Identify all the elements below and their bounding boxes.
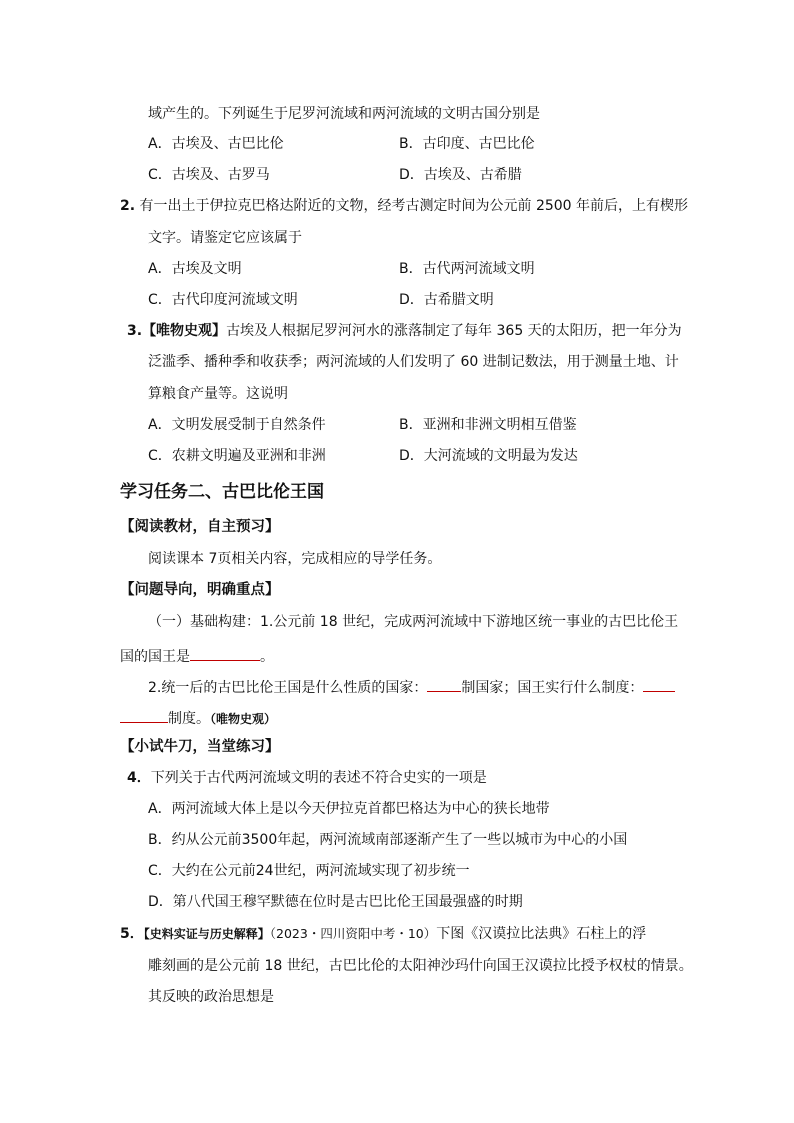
q3-stem-line3: 算粮食产量等。这说明 — [148, 386, 288, 402]
q5-stem-line3: 其反映的政治思想是 — [148, 989, 274, 1005]
q4-number: 4． — [127, 770, 151, 786]
q5-stem-line1 — [120, 925, 646, 943]
guide2-text-b: 制国家；国王实行什么制度： — [461, 680, 644, 696]
q3-option-b[interactable]: B．亚洲和非洲文明相互借鉴 — [399, 417, 577, 433]
king-name-blank[interactable] — [190, 645, 260, 661]
q2-number: 2. — [120, 198, 136, 214]
q5-stem-text: 下图《汉谟拉比法典》石柱上的浮 — [436, 926, 647, 942]
guide1-line2 — [120, 645, 274, 666]
guide1-text: 国的国王是 — [120, 649, 190, 665]
q2-stem-line2: 文字。请鉴定它应该属于 — [148, 230, 302, 246]
q1-option-d[interactable]: D．古埃及、古希腊 — [399, 167, 522, 183]
q2-option-b[interactable]: B．古代两河流域文明 — [399, 261, 535, 277]
q3-tag: 【唯物史观】 — [142, 323, 227, 339]
guide1-line1: （一）基础构建：1.公元前 18 世纪，完成两河流域中下游地区统一事业的古巴比伦王 — [148, 614, 679, 630]
task2-title: 学习任务二、古巴比伦王国 — [120, 482, 324, 502]
q5-stem-line2: 雕刻画的是公元前 18 世纪，古巴比伦的太阳神沙玛什向国王汉谟拉比授予权杖的情景。 — [148, 958, 693, 974]
practice-heading: 【小试牛刀，当堂练习】 — [120, 739, 280, 755]
guide2-tag: （唯物史观） — [210, 712, 277, 726]
q5-source: （2023・四川资阳中考・10） — [269, 926, 437, 941]
guide2-line1 — [148, 676, 675, 697]
q1-stem-tail: 域产生的。下列诞生于尼罗河流域和两河流域的文明古国分别是 — [148, 106, 540, 122]
q3-option-c[interactable]: C．农耕文明遍及亚洲和非洲 — [148, 448, 326, 464]
q1-option-b[interactable]: B．古印度、古巴比伦 — [399, 136, 535, 152]
q3-stem-line1 — [127, 322, 682, 340]
q2-option-a[interactable]: A．古埃及文明 — [148, 261, 242, 277]
q4-stem-text: 下列关于古代两河流域文明的表述不符合史实的一项是 — [150, 770, 487, 786]
guide1-period: 。 — [260, 649, 274, 665]
q3-stem-text: 古埃及人根据尼罗河河水的涨落制定了每年 365 天的太阳历，把一年分为 — [226, 323, 682, 339]
q5-number: 5． — [120, 926, 144, 942]
state-nature-blank[interactable] — [427, 676, 461, 692]
q3-option-a[interactable]: A．文明发展受制于自然条件 — [148, 417, 326, 433]
q1-option-c[interactable]: C．古埃及、古罗马 — [148, 167, 270, 183]
q4-option-a[interactable]: A．两河流域大体上是以今天伊拉克首都巴格达为中心的狭长地带 — [148, 801, 550, 817]
guide-heading: 【问题导向，明确重点】 — [120, 582, 280, 598]
q3-number: 3. — [127, 323, 143, 339]
q1-option-a[interactable]: A．古埃及、古巴比伦 — [148, 136, 284, 152]
q3-stem-line2: 泛滥季、播种季和收获季；两河流域的人们发明了 60 进制记数法，用于测量土地、计 — [148, 354, 679, 370]
system-blank-part2[interactable] — [120, 707, 168, 723]
guide2-text-c: 制度。 — [168, 711, 210, 727]
read-text: 阅读课本 7页相关内容，完成相应的导学任务。 — [148, 551, 442, 567]
q2-option-d[interactable]: D．古希腊文明 — [399, 292, 494, 308]
q2-stem-text: 有一出土于伊拉克巴格达附近的文物，经考古测定时间为公元前 2500 年前后，上有楔形 — [139, 198, 689, 214]
read-heading: 【阅读教材，自主预习】 — [120, 519, 280, 535]
q4-option-b[interactable]: B．约从公元前3500年起，两河流域南部逐渐产生了一些以城市为中心的小国 — [148, 832, 628, 848]
q4-stem — [127, 769, 487, 787]
q2-option-c[interactable]: C．古代印度河流域文明 — [148, 292, 298, 308]
guide2-text-a: 2.统一后的古巴比伦王国是什么性质的国家： — [148, 680, 428, 696]
q3-option-d[interactable]: D．大河流域的文明最为发达 — [399, 448, 578, 464]
q4-option-c[interactable]: C．大约在公元前24世纪，两河流域实现了初步统一 — [148, 863, 470, 879]
q4-option-d[interactable]: D．第八代国王穆罕默德在位时是古巴比伦王国最强盛的时期 — [148, 894, 523, 910]
guide2-line2 — [120, 707, 276, 728]
q2-stem-line1 — [120, 197, 688, 215]
system-blank-part1[interactable] — [643, 676, 675, 692]
q5-tag: 【史料实证与历史解释】 — [143, 927, 270, 941]
